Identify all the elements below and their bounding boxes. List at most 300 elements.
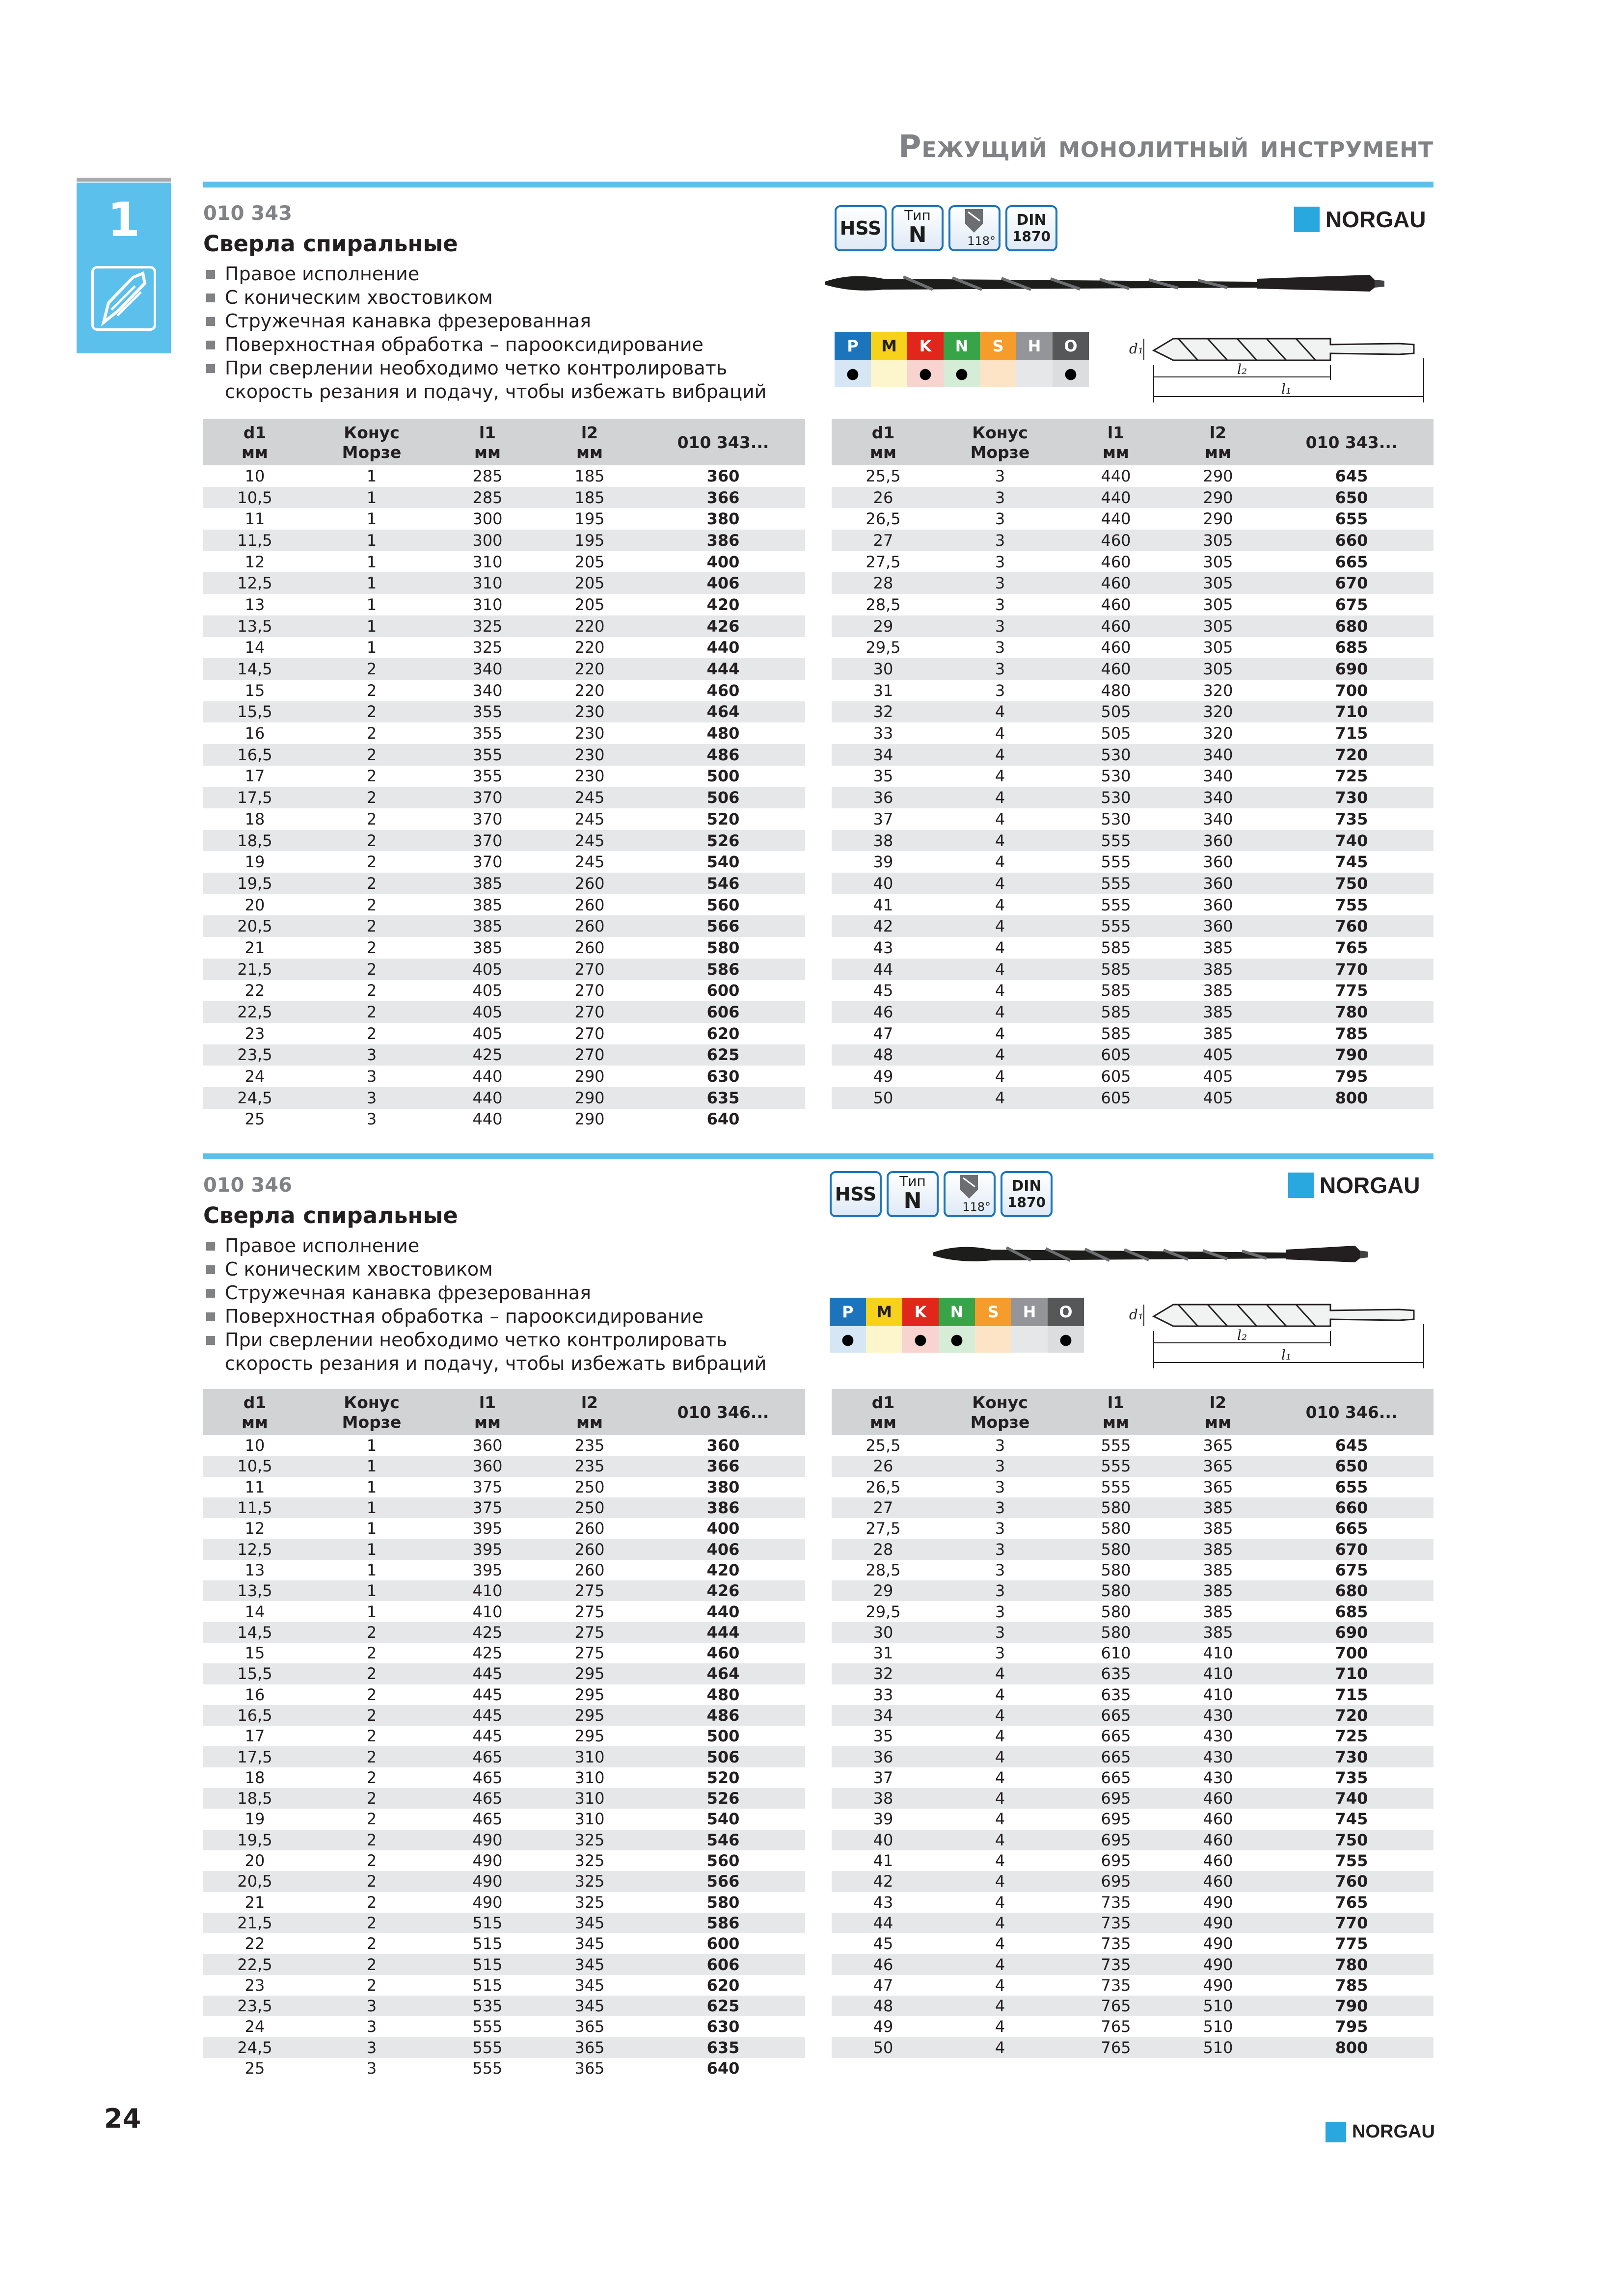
table-cell: 345 — [538, 1954, 641, 1975]
material-s-dot — [980, 360, 1016, 387]
table-cell: 566 — [641, 1871, 805, 1892]
table-cell: 18,5 — [203, 830, 306, 852]
table-cell: 4 — [995, 1067, 1005, 1086]
material-n-dot: ● — [944, 360, 980, 387]
table-cell: 685 — [1335, 638, 1368, 657]
table-cell: 48 — [832, 1996, 935, 2016]
table-cell: 2 — [366, 681, 377, 700]
table-cell: 560 — [706, 895, 740, 914]
table-row — [203, 1809, 805, 1829]
table-cell: 4 — [935, 830, 1065, 852]
table-cell: 1 — [366, 509, 377, 529]
table-cell: 22 — [244, 1934, 265, 1953]
table-cell: 490 — [472, 1851, 503, 1870]
table-cell: 566 — [641, 915, 805, 937]
table-row — [203, 980, 805, 1002]
table-cell: 385 — [1166, 1580, 1270, 1601]
d1-label: d₁ — [1129, 341, 1144, 357]
din-label: DIN — [1016, 212, 1047, 229]
table-cell: 410 — [472, 1602, 503, 1621]
table-cell: 2 — [306, 1663, 437, 1684]
table-cell: 33 — [873, 724, 893, 743]
table-cell: 695 — [1101, 1810, 1131, 1829]
table-cell: 425 — [437, 1622, 538, 1643]
table-row — [832, 915, 1434, 937]
table-cell: 4 — [995, 1768, 1005, 1787]
table-row — [832, 1497, 1434, 1518]
table-cell: 546 — [641, 1830, 805, 1850]
table-cell: 580 — [706, 1893, 740, 1912]
table-cell: 290 — [1203, 466, 1233, 485]
table-cell: 2 — [306, 1954, 437, 1975]
table-cell: 400 — [706, 1519, 740, 1538]
table-cell: 4 — [995, 1810, 1005, 1829]
feature-item: При сверлении необходимо четко контролировать скорость резания и подачу, чтобы избежать вибраций — [203, 1328, 773, 1375]
table-cell: 610 — [1101, 1644, 1131, 1663]
table-cell: 4 — [935, 1746, 1065, 1767]
table-cell: 540 — [706, 1810, 740, 1829]
table-row — [203, 1788, 805, 1809]
table-cell: 4 — [935, 915, 1065, 937]
table-cell: 260 — [538, 873, 641, 894]
table-cell: 520 — [706, 809, 740, 828]
table-cell: 775 — [1335, 1934, 1368, 1953]
table-row — [832, 530, 1434, 551]
col-header: 010 346... — [641, 1389, 805, 1435]
table-row — [832, 1996, 1434, 2016]
table-cell: 26,5 — [866, 509, 901, 529]
table-cell: 25,5 — [866, 1436, 901, 1455]
material-h: H — [1011, 1298, 1048, 1326]
table-cell: 426 — [641, 1580, 805, 1601]
table-cell: 4 — [995, 981, 1005, 1000]
table-cell: 245 — [574, 853, 605, 872]
table-cell: 290 — [1166, 487, 1270, 508]
table-cell: 34 — [832, 1705, 935, 1726]
table-row — [203, 1477, 805, 1497]
table-cell: 4 — [935, 1087, 1065, 1109]
table-cell: 3 — [995, 1560, 1005, 1579]
table-cell: 3 — [995, 466, 1005, 485]
table-cell: 18 — [244, 1768, 265, 1787]
table-cell: 250 — [538, 1497, 641, 1518]
table-cell: 29,5 — [866, 638, 901, 657]
table-cell: 385 — [1166, 1497, 1270, 1518]
table-cell: 770 — [1270, 959, 1434, 980]
table-cell: 360 — [706, 1436, 740, 1455]
din-value: 1870 — [1007, 1194, 1046, 1210]
table-cell: 3 — [935, 658, 1065, 680]
table-row — [203, 615, 805, 637]
table-row — [832, 787, 1434, 808]
table-row — [203, 1913, 805, 1933]
table-cell: 2 — [306, 1788, 437, 1809]
section2-table-left — [203, 1389, 805, 2079]
table-cell: 16,5 — [203, 744, 306, 766]
table-cell: 490 — [437, 1830, 538, 1850]
table-cell: 4 — [935, 744, 1065, 766]
table-cell: 430 — [1166, 1746, 1270, 1767]
table-cell: 28,5 — [866, 1560, 901, 1579]
table-cell: 680 — [1270, 615, 1434, 637]
table-cell: 630 — [706, 2017, 740, 2036]
table-row — [203, 1601, 805, 1622]
table-cell: 4 — [935, 1830, 1065, 1850]
table-cell: 11,5 — [203, 530, 306, 551]
table-cell: 515 — [472, 1934, 503, 1953]
table-row — [832, 1539, 1434, 1559]
table-cell: 1 — [306, 615, 437, 637]
table-cell: 700 — [1335, 1644, 1368, 1663]
table-cell: 23,5 — [203, 1044, 306, 1066]
table-cell: 365 — [574, 2017, 605, 2036]
table-cell: 500 — [706, 767, 740, 786]
table-cell: 12 — [244, 1519, 265, 1538]
table-cell: 586 — [641, 959, 805, 980]
table-row — [832, 1477, 1434, 1497]
table-cell: 245 — [574, 809, 605, 828]
table-cell: 795 — [1335, 2017, 1368, 2036]
table-row — [203, 1622, 805, 1643]
col-header: Конус Морзе — [935, 1389, 1065, 1435]
table-header — [203, 1389, 805, 1435]
table-cell: 606 — [641, 1001, 805, 1023]
table-cell: 486 — [641, 1705, 805, 1726]
table-cell: 2 — [366, 724, 377, 743]
table-row — [203, 551, 805, 573]
table-cell: 22 — [244, 981, 265, 1000]
table-cell: 40 — [832, 1830, 935, 1850]
table-cell: 445 — [437, 1705, 538, 1726]
table-cell: 700 — [1335, 681, 1368, 700]
table-cell: 17,5 — [203, 787, 306, 808]
table-row — [203, 1087, 805, 1109]
table-row — [203, 959, 805, 980]
table-row — [203, 1435, 805, 1456]
table-cell: 580 — [1065, 1622, 1166, 1643]
table-cell: 630 — [706, 1067, 740, 1086]
table-cell: 670 — [1270, 572, 1434, 594]
table-row — [832, 722, 1434, 744]
table-cell: 28 — [832, 1539, 935, 1559]
table-cell: 44 — [832, 959, 935, 980]
table-cell: 325 — [538, 1871, 641, 1892]
material-m-dot — [866, 1326, 902, 1353]
table-cell: 39 — [873, 853, 893, 872]
table-cell: 2 — [306, 1746, 437, 1767]
table-row — [832, 1663, 1434, 1684]
table-cell: 10 — [244, 1436, 265, 1455]
table-cell: 800 — [1270, 1087, 1434, 1109]
table-cell: 540 — [706, 853, 740, 872]
table-cell: 385 — [472, 895, 503, 914]
table-cell: 25 — [244, 1110, 265, 1129]
table-cell: 635 — [1101, 1685, 1131, 1704]
material-o: O — [1048, 1298, 1084, 1326]
table-cell: 385 — [1203, 981, 1233, 1000]
drill-image — [923, 1232, 1434, 1271]
table-row — [203, 808, 805, 830]
table-cell: 47 — [873, 1024, 893, 1043]
table-cell: 445 — [437, 1663, 538, 1684]
table-row — [832, 1560, 1434, 1580]
table-cell: 490 — [437, 1871, 538, 1892]
table-cell: 3 — [995, 1602, 1005, 1621]
table-row — [203, 851, 805, 873]
table-row — [832, 1705, 1434, 1726]
table-cell: 4 — [935, 1705, 1065, 1726]
table-cell: 12,5 — [203, 572, 306, 594]
table-cell: 510 — [1203, 2017, 1233, 2036]
table-cell: 2 — [366, 1768, 377, 1787]
table-cell: 420 — [706, 595, 740, 614]
table-cell: 16,5 — [203, 1705, 306, 1726]
table-cell: 300 — [472, 509, 503, 529]
table-cell: 665 — [1101, 1768, 1131, 1787]
table-cell: 21,5 — [203, 1913, 306, 1933]
table-cell: 585 — [1101, 981, 1131, 1000]
table-cell: 4 — [995, 2017, 1005, 2036]
table-cell: 37 — [873, 1768, 893, 1787]
table-cell: 13,5 — [203, 615, 306, 637]
din-badge — [1005, 205, 1057, 251]
table-cell: 43 — [873, 938, 893, 957]
section1-title: Сверла спиральные — [203, 231, 458, 257]
table-cell: 385 — [1166, 1622, 1270, 1643]
table-row — [832, 873, 1434, 894]
table-cell: 440 — [472, 1110, 503, 1129]
table-cell: 405 — [1166, 1044, 1270, 1066]
table-row — [203, 1663, 805, 1684]
table-cell: 480 — [706, 724, 740, 743]
table-cell: 695 — [1065, 1871, 1166, 1892]
table-row — [832, 1871, 1434, 1892]
table-cell: 2 — [306, 915, 437, 937]
table-cell: 41 — [873, 1851, 893, 1870]
table-cell: 310 — [574, 1768, 605, 1787]
table-cell: 19,5 — [203, 1830, 306, 1850]
table-cell: 440 — [472, 1067, 503, 1086]
col-header: l1 мм — [437, 419, 538, 465]
table-cell: 625 — [641, 1044, 805, 1066]
table-cell: 385 — [437, 873, 538, 894]
table-cell: 785 — [1335, 1024, 1368, 1043]
table-cell: 690 — [1270, 658, 1434, 680]
table-cell: 3 — [995, 1436, 1005, 1455]
table-cell: 760 — [1270, 915, 1434, 937]
table-row — [203, 744, 805, 766]
table-cell: 405 — [1166, 1087, 1270, 1109]
table-cell: 765 — [1065, 1996, 1166, 2016]
table-cell: 365 — [538, 2037, 641, 2058]
table-row — [203, 637, 805, 659]
col-header: l1 мм — [1065, 419, 1166, 465]
table-cell: 49 — [873, 1067, 893, 1086]
table-cell: 555 — [472, 2017, 503, 2036]
table-cell: 490 — [1203, 1976, 1233, 1995]
table-cell: 24,5 — [203, 1087, 306, 1109]
table-cell: 695 — [1101, 1851, 1131, 1870]
table-row — [203, 487, 805, 508]
table-cell: 555 — [1065, 830, 1166, 852]
table-cell: 185 — [574, 466, 605, 485]
material-n: N — [944, 332, 980, 360]
table-cell: 205 — [574, 595, 605, 614]
table-cell: 220 — [538, 658, 641, 680]
table-cell: 4 — [995, 724, 1005, 743]
table-cell: 13 — [244, 595, 265, 614]
table-cell: 205 — [538, 572, 641, 594]
chapter-tab[interactable] — [77, 183, 171, 353]
table-row — [203, 2037, 805, 2058]
table-cell: 17,5 — [203, 1746, 306, 1767]
table-header — [203, 419, 805, 465]
table-cell: 4 — [935, 1996, 1065, 2016]
table-cell: 24,5 — [203, 2037, 306, 2058]
table-cell: 735 — [1335, 1768, 1368, 1787]
table-cell: 690 — [1270, 1622, 1434, 1643]
feature-item: Стружечная канавка фрезерованная — [203, 1281, 773, 1305]
table-cell: 650 — [1270, 1456, 1434, 1476]
table-cell: 735 — [1101, 1934, 1131, 1953]
table-cell: 405 — [437, 959, 538, 980]
table-cell: 360 — [472, 1436, 503, 1455]
table-cell: 420 — [706, 1560, 740, 1579]
table-cell: 360 — [1166, 830, 1270, 852]
table-cell: 510 — [1166, 2037, 1270, 2058]
table-cell: 4 — [935, 959, 1065, 980]
material-s: S — [975, 1298, 1011, 1326]
table-cell: 685 — [1335, 1602, 1368, 1621]
section1-features — [203, 262, 773, 403]
table-cell: 1 — [366, 466, 377, 485]
table-cell: 15,5 — [203, 1663, 306, 1684]
table-cell: 11 — [244, 1477, 265, 1496]
material-n: N — [939, 1298, 975, 1326]
col-header: 010 343... — [1270, 419, 1434, 465]
table-cell: 465 — [472, 1768, 503, 1787]
table-cell: 27,5 — [866, 1519, 901, 1538]
table-row — [832, 1788, 1434, 1809]
table-cell: 45 — [873, 981, 893, 1000]
table-cell: 395 — [472, 1519, 503, 1538]
table-row — [832, 1601, 1434, 1622]
din-label: DIN — [1011, 1177, 1042, 1195]
table-cell: 490 — [1203, 1893, 1233, 1912]
table-cell: 790 — [1270, 1996, 1434, 2016]
section1-table-left — [203, 419, 805, 1130]
table-cell: 530 — [1101, 767, 1131, 786]
table-cell: 260 — [574, 895, 605, 914]
table-cell: 185 — [538, 487, 641, 508]
material-groups — [835, 332, 1089, 387]
table-cell: 10,5 — [203, 1456, 306, 1476]
table-cell: 44 — [832, 1913, 935, 1933]
table-cell: 305 — [1203, 638, 1233, 657]
table-cell: 325 — [574, 1851, 605, 1870]
l2-label: l₂ — [1237, 1327, 1247, 1343]
table-cell: 385 — [437, 915, 538, 937]
table-row — [832, 766, 1434, 787]
table-cell: 606 — [641, 1954, 805, 1975]
table-cell: 4 — [935, 1871, 1065, 1892]
table-cell: 19,5 — [203, 873, 306, 894]
table-cell: 444 — [641, 1622, 805, 1643]
table-cell: 14 — [244, 1602, 265, 1621]
table-cell: 310 — [574, 1810, 605, 1829]
page-header-title: Режущий монолитный инструмент — [898, 129, 1434, 164]
table-cell: 320 — [1203, 724, 1233, 743]
table-row — [832, 1746, 1434, 1767]
table-cell: 10,5 — [203, 487, 306, 508]
table-cell: 735 — [1065, 1954, 1166, 1975]
chapter-tab-topbar — [77, 178, 171, 182]
table-cell: 385 — [1166, 959, 1270, 980]
table-row — [203, 1705, 805, 1726]
table-cell: 380 — [706, 509, 740, 529]
table-cell: 3 — [995, 595, 1005, 614]
table-cell: 625 — [641, 1996, 805, 2016]
table-cell: 355 — [472, 724, 503, 743]
table-cell: 50 — [832, 1087, 935, 1109]
table-cell: 320 — [1203, 681, 1233, 700]
table-cell: 3 — [995, 1477, 1005, 1496]
table-cell: 385 — [1203, 1602, 1233, 1621]
table-row — [203, 658, 805, 680]
table-cell: 34 — [832, 744, 935, 766]
table-cell: 4 — [995, 895, 1005, 914]
table-row — [203, 1109, 805, 1130]
table-cell: 3 — [935, 530, 1065, 551]
type-n-badge — [887, 1171, 939, 1217]
table-cell: 715 — [1335, 1685, 1368, 1704]
table-row — [832, 487, 1434, 508]
table-cell: 785 — [1335, 1976, 1368, 1995]
table-cell: 245 — [538, 830, 641, 852]
hss-badge: HSS — [830, 1171, 882, 1217]
table-cell: 30 — [832, 1622, 935, 1643]
table-cell: 645 — [1335, 1436, 1368, 1455]
table-cell: 4 — [995, 767, 1005, 786]
table-cell: 220 — [574, 638, 605, 657]
table-cell: 2 — [306, 1001, 437, 1023]
material-o: O — [1053, 332, 1089, 360]
table-cell: 340 — [1166, 787, 1270, 808]
table-cell: 580 — [706, 938, 740, 957]
table-cell: 555 — [1065, 915, 1166, 937]
table-cell: 15 — [244, 1644, 265, 1663]
table-header — [832, 419, 1434, 465]
drill-dimension-diagram — [1124, 1285, 1429, 1368]
table-cell: 270 — [538, 959, 641, 980]
table-cell: 325 — [574, 1893, 605, 1912]
table-cell: 425 — [472, 1644, 503, 1663]
table-cell: 486 — [641, 744, 805, 766]
hss-badge: HSS — [835, 205, 887, 251]
section2-code: 010 346 — [203, 1174, 292, 1197]
table-cell: 235 — [574, 1436, 605, 1455]
table-cell: 35 — [873, 1727, 893, 1746]
table-cell: 2 — [366, 1727, 377, 1746]
table-cell: 460 — [1101, 595, 1131, 614]
table-row — [203, 530, 805, 551]
table-cell: 27 — [832, 1497, 935, 1518]
page-number: 24 — [104, 2103, 141, 2134]
table-cell: 500 — [706, 1727, 740, 1746]
table-row — [203, 1933, 805, 1954]
table-cell: 530 — [1065, 787, 1166, 808]
table-cell: 546 — [641, 873, 805, 894]
